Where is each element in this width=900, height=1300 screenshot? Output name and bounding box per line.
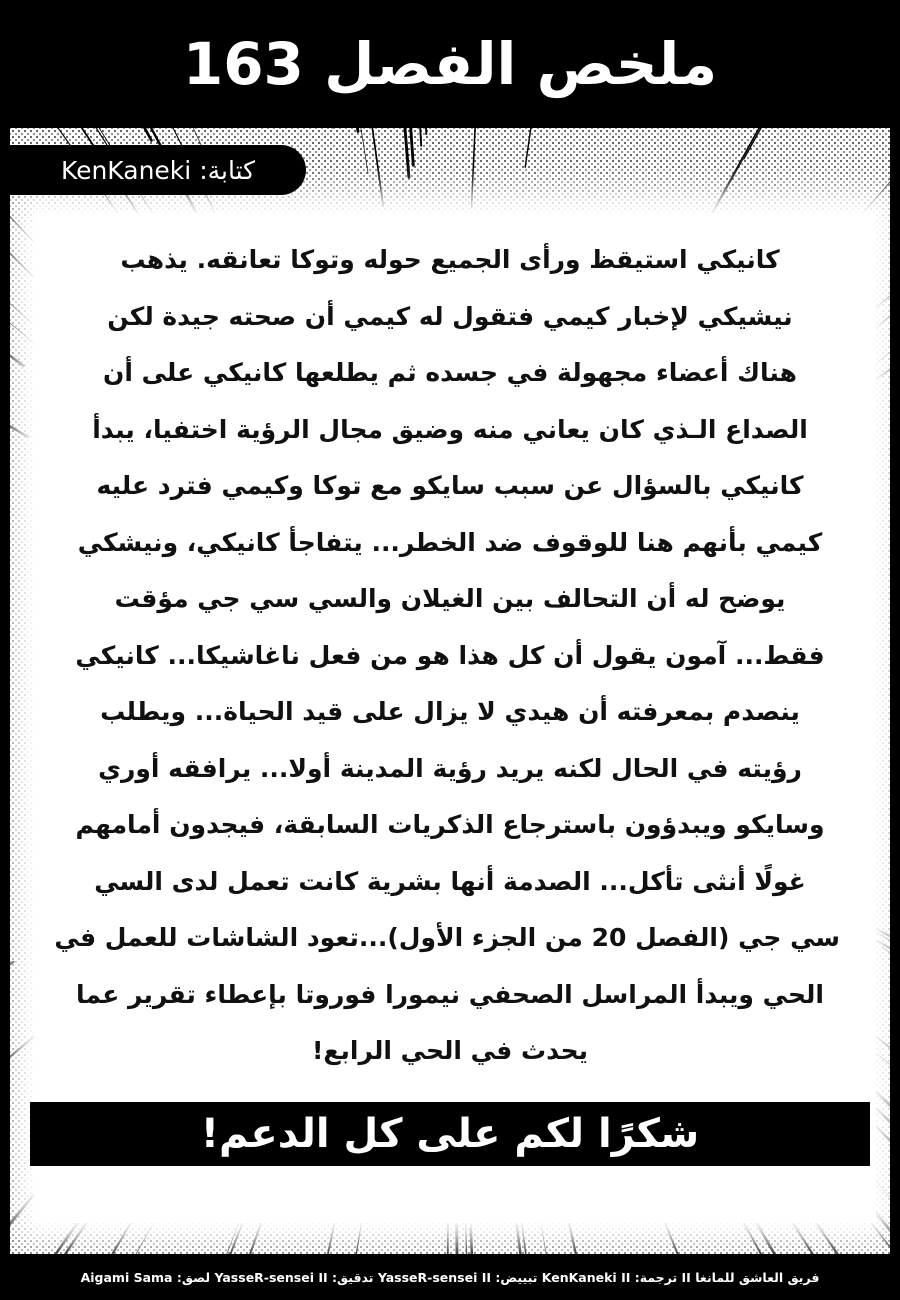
author-label: كتابة: KenKaneki (60, 155, 256, 185)
thanks-message: شكرًا لكم على كل الدعم! (200, 1111, 700, 1157)
speed-line (10, 228, 28, 437)
chapter-summary (54, 232, 840, 1080)
speed-line (387, 128, 413, 165)
credits-text: فريق العاشق للمانغا II ترجمة: KenKaneki II تبييض: YasseR-sensei II تدقيق: YasseR-sensei II لصق: Aigami Sama (80, 1269, 820, 1285)
speed-line (303, 128, 358, 131)
page-title: ملخص الفصل 163 (182, 30, 718, 98)
summary-line: فقط... آمون يقول أن كل هذا هو من فعل ناغاشيكا... كانيكي (75, 640, 825, 670)
speed-line (525, 128, 579, 167)
summary-line: رؤيته في الحال لكنه يريد رؤية المدينة أولا... يرافقه أوري (98, 753, 802, 783)
summary-line: كانيكي بالسؤال عن سبب سايكو مع توكا وكيمي فترد عليه (96, 471, 804, 500)
speed-line (744, 128, 887, 159)
speed-line (309, 128, 369, 173)
summary-line: هناك أعضاء مجهولة في جسده ثم يطلعها كانيكي على أن (103, 358, 797, 387)
summary-line: ينصدم بمعرفته أن هيدي لا يزال على قيد الحياة... ويطلب (100, 697, 800, 726)
speed-line (10, 962, 13, 1166)
summary-line: وسايكو ويبدؤون باسترجاع الذكريات السابقة، فيجدون أمامهم (75, 810, 825, 839)
speed-line (378, 128, 409, 177)
summary-line: كانيكي استيقظ ورأى الجميع حوله وتوكا تعانقه. يذهب (120, 245, 780, 274)
summary-line: الحي ويبدأ المراسل الصحفي نيمورا فوروتا بإعطاء تقرير عما (76, 979, 824, 1009)
credits-bar (0, 1254, 900, 1300)
summary-line: سي جي (الفصل 20 من الجزء الأول)...تعود الشاشات للعمل في (54, 923, 840, 952)
summary-line: نيشيكي لإخبار كيمي فتقول له كيمي أن صحته جيدة لكن (107, 301, 793, 331)
author-tab (10, 145, 306, 195)
thanks-banner (30, 1102, 870, 1166)
summary-line: غولًا أنثى تأكل... الصدمة أنها بشرية كانت تعمل لدى السي (94, 866, 806, 896)
summary-line: كيمي بأنهم هنا للوقوف ضد الخطر... يتفاجأ كانيكي، ونيشكي (77, 527, 823, 557)
summary-line: يوضح له أن التحالف بين الغيلان والسي سي جي مؤقت (114, 584, 786, 613)
title-bar (0, 0, 900, 128)
speed-line (326, 128, 383, 206)
speed-line (472, 128, 491, 208)
summary-line: الصداع الـذي كان يعاني منه وضيق مجال الرؤية اختفيا، يبدأ (92, 414, 808, 444)
speed-line (446, 1222, 448, 1254)
summary-line: يحدث في الحي الرابع! (312, 1036, 588, 1065)
speed-line (411, 128, 426, 134)
